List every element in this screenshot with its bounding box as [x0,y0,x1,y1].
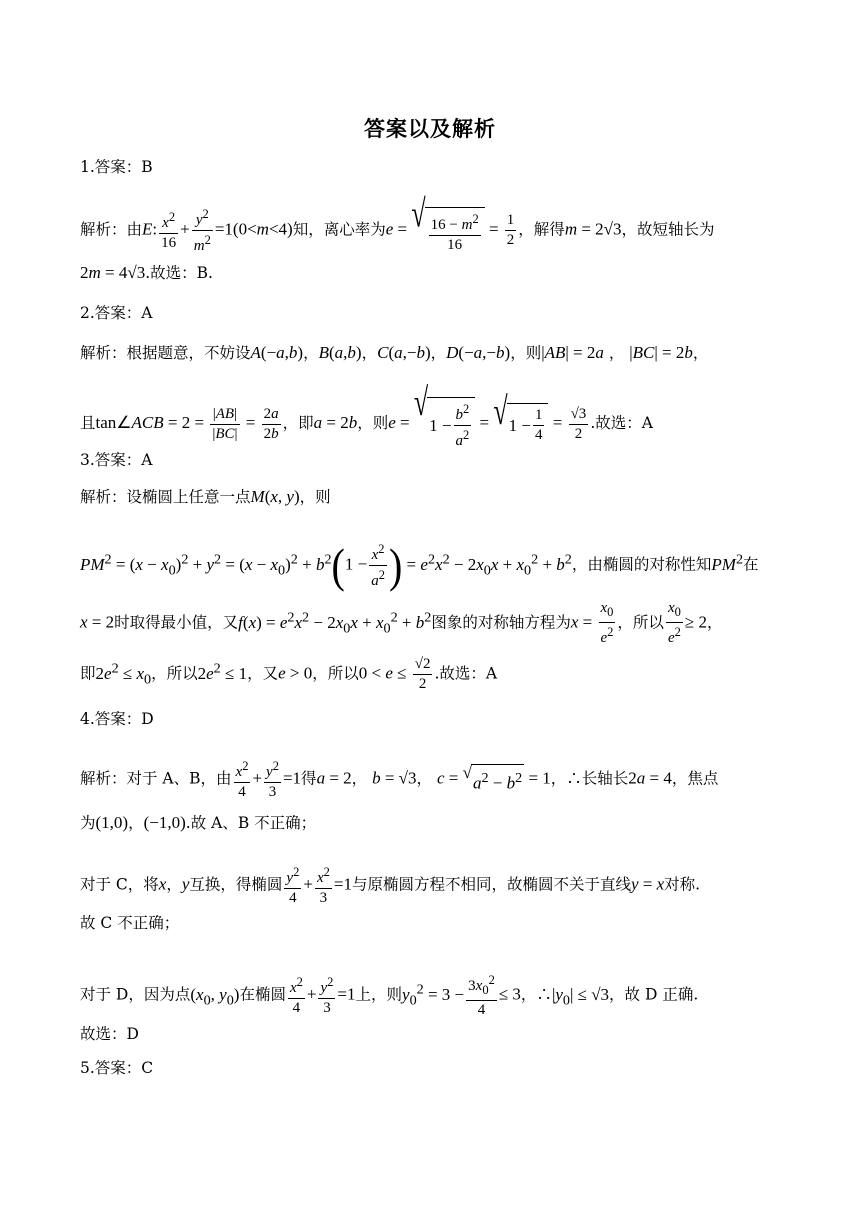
q4-analysis-line-5: 对于 D，因为点($x_0$, $y_0$)在椭圆 $\frac{x^2}{4}$ + $\frac{y^2}{3}$ =1上，则$y_0^2 = 3$ − $\frac{3x_0^2}{4}$ ≤ 3，$\therefore|y_0| \le √3$，故 D 正确. [80,973,699,1018]
q3-analysis-line-3: x = 2时取得最小值，又$f(x) = e^2x^2 - 2x_0x + x_0^2 + b^2$图象的对称轴方程为x = $\frac{x_0}{e^2}$ ，所以 $\frac{x_0}{e^2}$ ≥ 2， [80,600,723,646]
q5-answer: 5.答案：C [80,1059,154,1077]
sqrt-symbol: √ $\frac{16 - m^2}{16}$ [411,207,484,255]
q3-answer: 3.答案：A [80,451,153,469]
q4-analysis-line-2: 为(1,0)，(−1,0).故 A、B 不正确； [80,813,317,832]
q3-analysis-line-2: $PM^2 = (x - x_0)^2 + y^2 = (x - x_0)^2 + b^2(1$ − $\frac{x^2}{a^2}$ ) = $e^2x^2 - 2x_0x + x_0^2 + b^2$，由椭圆的对称性知$PM^2$在 [80,537,759,592]
q1-analysis-line-1: 解析：由E: $\frac{x^2}{16}$ + $\frac{y^2}{m^2}$ =1(0<m<4)知，离心率为e = √ $\frac{16 - m^2}{16}$ = $\frac{1}{2}$ ，解得m = 2√3，故短轴长为 [80,191,715,254]
q4-answer: 4.答案：D [80,710,154,728]
q3-analysis-line-4: 即$2e^2 \le x_0$，所以$2e^2 \le 1$，又e > 0，所以0 < e ≤ $\frac{√2}{2}$ .故选：A [80,656,498,692]
page-title: 答案以及解析 [364,116,496,141]
q1-analysis-line-2: 2m = 4√3.故选：B. [80,263,213,282]
q4-analysis-line-1: 解析：对于 A、B，由 $\frac{x^2}{4}$ + $\frac{y^2}{3}$ =1得a = 2， b = √3， c = √ $a^2 - b^2$ = 1，∴长轴长2a = 4，焦点 [80,759,719,800]
q2-answer: 2.答案：A [80,304,153,322]
q1-answer: 1.答案：B [80,158,153,176]
q4-analysis-line-6: 故选：D [80,1025,139,1043]
q2-analysis-line-1: 解析：根据题意，不妨设A(−a,b)，B(a,b)，C(a,−b)，D(−a,−b)，则|AB| = 2a ， |BC| = 2b， [80,343,709,362]
q3-analysis-line-1: 解析：设椭圆上任意一点M(x, y)，则 [80,487,331,506]
q2-analysis-line-2: 且tan∠ACB = 2 = $\frac{|AB|}{|BC|}$ = $\frac{2a}{2b}$ ，即a = 2b，则e = √ 1 − $\frac{b^2}{a^2}$ = √ 1 − $\frac{1}{4}$ = $\frac{√3}{2}$ .故选：A [80,380,653,449]
q4-analysis-line-3: 对于 C，将x，y互换，得椭圆 $\frac{y^2}{4}$ + $\frac{x^2}{3}$ =1与原椭圆方程不相同，故椭圆不关于直线y = x对称. [80,865,701,906]
q4-analysis-line-4: 故 C 不正确； [80,914,180,932]
